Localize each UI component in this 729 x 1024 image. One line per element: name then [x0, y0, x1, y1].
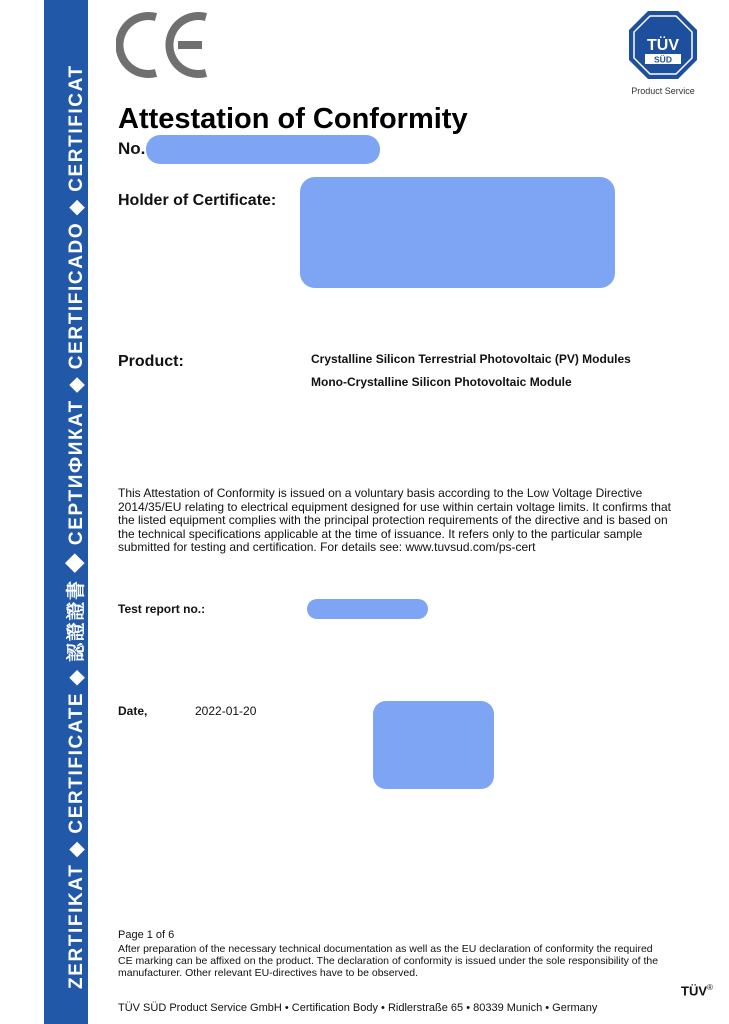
page-title: Attestation of Conformity — [118, 103, 468, 135]
product-line-1: Crystalline Silicon Terrestrial Photovoltaic (PV) Modules — [311, 352, 631, 366]
registered-mark: ® — [707, 983, 713, 992]
attestation-text: This Attestation of Conformity is issued on a voluntary basis according to the Low Voltage Directive 2014/35/EU relating to electrical equipment designed for use within certain voltage limits. It confirms that the listed equipment complies with the principal protection requirements of the directive and is based on the technical specifications applicable at the time of issuance. It refers only to the particular sample submitted for testing and certification. For details see: www.tuvsud.com/ps-cert — [118, 486, 671, 554]
tuv-sud-logo-icon — [628, 10, 698, 80]
tuv-footer-text: TÜV — [681, 983, 707, 999]
logo-text: TÜV — [647, 37, 679, 54]
side-band-text: ZERTIFIKAT ◆ CERTIFICATE ◆ 認證證書 ◆ СЕРТИФИКАТ ◆ CERTIFICADO ◆ CERTIFICAT — [66, 64, 87, 989]
issuer-line: TÜV SÜD Product Service GmbH • Certification Body • Ridlerstraße 65 • 80339 Munich • Germany — [118, 1002, 598, 1014]
product-label: Product: — [118, 353, 184, 370]
redacted-certificate-number — [146, 135, 380, 164]
ce-mark-icon — [116, 10, 212, 80]
certificate-side-band — [44, 0, 88, 1024]
test-report-label: Test report no.: — [118, 602, 206, 616]
date-value: 2022-01-20 — [195, 704, 257, 718]
tuv-footer-mark — [681, 983, 713, 998]
holder-label: Holder of Certificate: — [118, 192, 277, 209]
redacted-holder — [300, 177, 615, 288]
logo-subtext: SÜD — [654, 54, 672, 65]
logo-caption: Product Service — [631, 86, 695, 96]
certificate-number-label: No. — [118, 139, 146, 158]
page-number: Page 1 of 6 — [118, 929, 175, 941]
footer-note: After preparation of the necessary technical documentation as well as the EU declaration of conformity the required CE marking can be affixed on the product. The declaration of conformity is issued under the sole responsibility of the manufacturer. Other relevant EU-directives have to be observed. — [118, 943, 659, 979]
redacted-test-report-number — [307, 599, 428, 619]
date-label: Date, — [118, 704, 148, 718]
redacted-signature — [373, 701, 494, 789]
product-line-2: Mono-Crystalline Silicon Photovoltaic Module — [311, 375, 572, 389]
